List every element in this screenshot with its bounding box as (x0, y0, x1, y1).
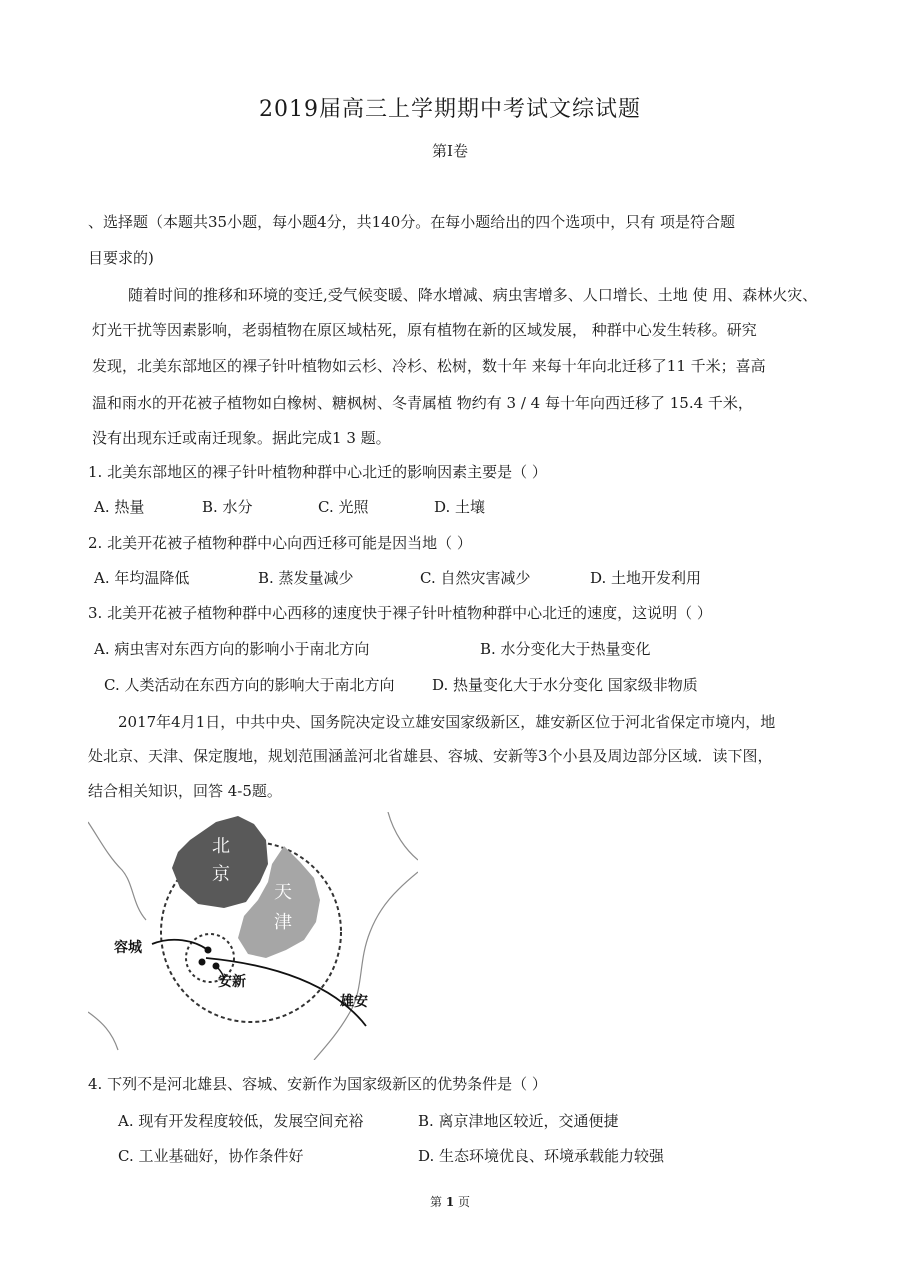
q4-option-a: A. 现有开发程度较低，发展空间充裕 (118, 1112, 364, 1130)
q3-option-d: D. 热量变化大于水分变化 国家级非物质 (432, 676, 698, 694)
q4-option-c: C. 工业基础好，协作条件好 (118, 1147, 304, 1165)
q3-option-c: C. 人类活动在东西方向的影响大于南北方向 (104, 676, 395, 694)
map-label-xiongan: 雄安 (340, 994, 368, 1010)
exam-title: 2019届高三上学期期中考试文综试题 (259, 97, 641, 122)
beijing-region (172, 816, 268, 908)
question-3-stem: 3. 北美开花被子植物种群中心西移的速度快于裸子针叶植物种群中心北迁的速度，这说明（ ） (88, 604, 712, 622)
q2-option-a: A. 年均温降低 (94, 569, 190, 587)
map-label-anxin: 安新 (218, 974, 246, 990)
q4-option-b: B. 离京津地区较近，交通便捷 (418, 1112, 619, 1130)
page-number: 1 (445, 1195, 455, 1209)
xiongxian-dot (199, 959, 206, 966)
q2-option-d: D. 土地开发利用 (590, 569, 702, 587)
q1-option-d: D. 土壤 (434, 498, 486, 516)
map-label-tianjin-1: 天 (274, 882, 292, 903)
question-4-stem: 4. 下列不是河北雄县、容城、安新作为国家级新区的优势条件是（ ） (88, 1075, 547, 1093)
q1-option-c: C. 光照 (318, 498, 369, 516)
passage1-line: 温和雨水的开花被子植物如白橡树、糖枫树、冬青属植 物约有 3 / 4 每十年向西迁移了 15.4 千米， (92, 394, 753, 412)
passage1-line: 随着时间的推移和环境的变迁,受气候变暖、降水增减、病虫害增多、人口增长、土地 使 用、森林火灾、 (128, 286, 818, 304)
q4-option-d: D. 生态环境优良、环境承载能力较强 (418, 1147, 665, 1165)
section-heading-cont: 目要求的) (88, 249, 154, 267)
passage1-line: 灯光干扰等因素影响，老弱植物在原区域枯死，原有植物在新的区域发展， 种群中心发生转移。研究 (92, 321, 757, 339)
map-label-rongcheng: 容城 (114, 940, 142, 956)
passage1-line: 发现，北美东部地区的裸子针叶植物如云杉、冷杉、松树，数十年 来每十年向北迁移了11 千米；喜高 (92, 357, 766, 375)
question-1-stem: 1. 北美东部地区的裸子针叶植物种群中心北迁的影响因素主要是（ ） (88, 463, 547, 481)
q3-option-b: B. 水分变化大于热量变化 (480, 640, 651, 658)
passage1-line: 没有出现东迁或南迁现象。据此完成1 3 题。 (92, 429, 391, 447)
question-2-stem: 2. 北美开花被子植物种群中心向西迁移可能是因当地（ ） (88, 534, 472, 552)
volume-label: 第I卷 (432, 142, 468, 160)
footer-suffix: 页 (458, 1195, 471, 1209)
footer-prefix: 第 (429, 1195, 442, 1209)
passage2-line: 结合相关知识，回答 4-5题。 (88, 782, 282, 800)
page-footer (0, 1193, 900, 1210)
q2-option-b: B. 蒸发量减少 (258, 569, 354, 587)
map-label-beijing-1: 北 (212, 836, 230, 857)
q1-option-b: B. 水分 (202, 498, 253, 516)
rongcheng-leader (152, 940, 208, 950)
q3-option-a: A. 病虫害对东西方向的影响小于南北方向 (94, 640, 370, 658)
passage2-line: 处北京、天津、保定腹地，规划范围涵盖河北省雄县、容城、安新等3个小县及周边部分区域．读下图， (88, 747, 773, 765)
q2-option-c: C. 自然灾害减少 (420, 569, 531, 587)
q1-option-a: A. 热量 (94, 498, 145, 516)
passage2-line: 2017年4月1日，中共中央、国务院决定设立雄安国家级新区，雄安新区位于河北省保定市境内，地 (118, 713, 776, 731)
xiongan-map (88, 812, 418, 1060)
map-label-beijing-2: 京 (212, 864, 230, 885)
section-heading: 、选择题（本题共35小题，每小题4分，共140分。在每小题给出的四个选项中，只有 项是符合题 (88, 213, 736, 231)
map-label-tianjin-2: 津 (274, 912, 292, 933)
